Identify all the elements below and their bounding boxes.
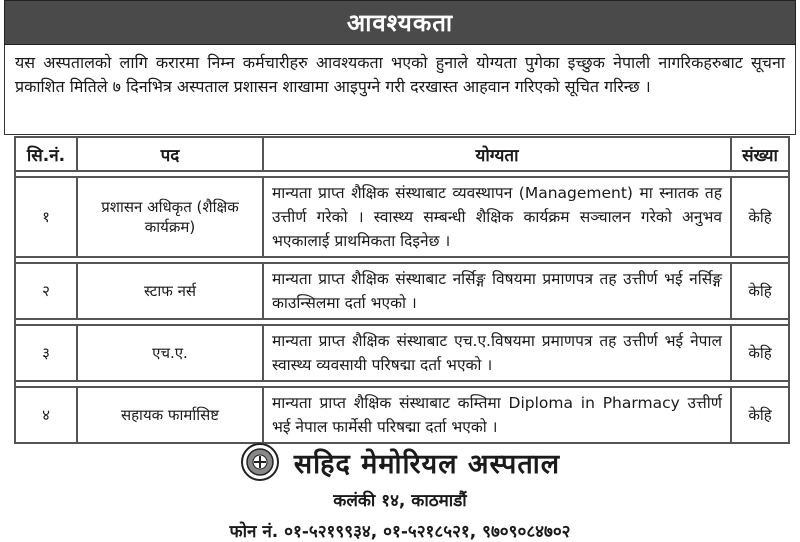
- table-row: [15, 387, 789, 443]
- row-count: केहि: [731, 325, 789, 381]
- title-bar: [4, 0, 796, 45]
- header-serial: सि.नं.: [15, 137, 77, 171]
- hospital-phone: फोन नं. ०१-५२१९९३४, ०१-५२१८५२१, ९७०९०८४७०२: [229, 522, 571, 542]
- row-post: प्रशासन अधिकृत (शैक्षिक कार्यक्रम): [77, 177, 263, 257]
- row-count: केहि: [731, 387, 789, 443]
- row-serial: १: [15, 177, 77, 257]
- page-title: आवश्यकता: [346, 9, 454, 37]
- hospital-address: कलंकी १४, काठमाडौं: [333, 491, 467, 511]
- row-qualification: मान्यता प्राप्त शैक्षिक संस्थाबाट नर्सिङ्ग विषयमा प्रमाणपत्र तह उत्तीर्ण भई नर्सिङ्ग काउन्सिलमा दर्ता भएको ।: [263, 263, 731, 319]
- row-post: एच.ए.: [77, 325, 263, 381]
- header-qualification: योग्यता: [263, 137, 731, 171]
- table-row: [15, 325, 789, 381]
- row-post: स्टाफ नर्स: [77, 263, 263, 319]
- hospital-emblem-icon: [240, 442, 280, 482]
- header-count: संख्या: [731, 137, 789, 171]
- table-row: [15, 177, 789, 257]
- row-qualification: मान्यता प्राप्त शैक्षिक संस्थाबाट कम्तिमा Diploma in Pharmacy उत्तीर्ण भई नेपाल फार्मेसी परिषद्मा दर्ता भएको ।: [263, 387, 731, 443]
- hospital-name: सहिद मेमोरियल अस्पताल: [293, 448, 561, 480]
- table-header-row: [15, 137, 789, 171]
- table-row: [15, 263, 789, 319]
- vacancy-notice: [4, 0, 796, 540]
- row-count: केहि: [731, 177, 789, 257]
- intro-paragraph: यस अस्पतालको लागि करारमा निम्न कर्मचारीहरु आवश्यकता भएको हुनाले योग्यता पुगेका इच्छुक नेपाली नागरिकहरुबाट सूचना प्रकाशित मितिले ७ दिनभित्र अस्पताल प्रशासन शाखामा आइपुग्ने गरी दरखास्त आहवान गरिएको सूचित गरिन्छ ।: [4, 45, 796, 135]
- row-qualification: मान्यता प्राप्त शैक्षिक संस्थाबाट एच.ए.विषयमा प्रमाणपत्र तह उत्तीर्ण भई नेपाल स्वास्थ्य व्यवसायी परिषद्मा दर्ता भएको ।: [263, 325, 731, 381]
- row-post: सहायक फार्मासिष्ट: [77, 387, 263, 443]
- row-serial: ३: [15, 325, 77, 381]
- row-qualification: मान्यता प्राप्त शैक्षिक संस्थाबाट व्यवस्थापन (Management) मा स्नातक तह उत्तीर्ण गरेको । स्वास्थ्य सम्बन्धी शैक्षिक कार्यक्रम सञ्चालन गरेको अनुभव भएकालाई प्राथमिकता दिइनेछ ।: [263, 177, 731, 257]
- footer: [4, 436, 796, 540]
- row-count: केहि: [731, 263, 789, 319]
- requirements-table: [14, 136, 790, 444]
- row-serial: ४: [15, 387, 77, 443]
- brand: [4, 442, 796, 482]
- header-post: पद: [77, 137, 263, 171]
- row-serial: २: [15, 263, 77, 319]
